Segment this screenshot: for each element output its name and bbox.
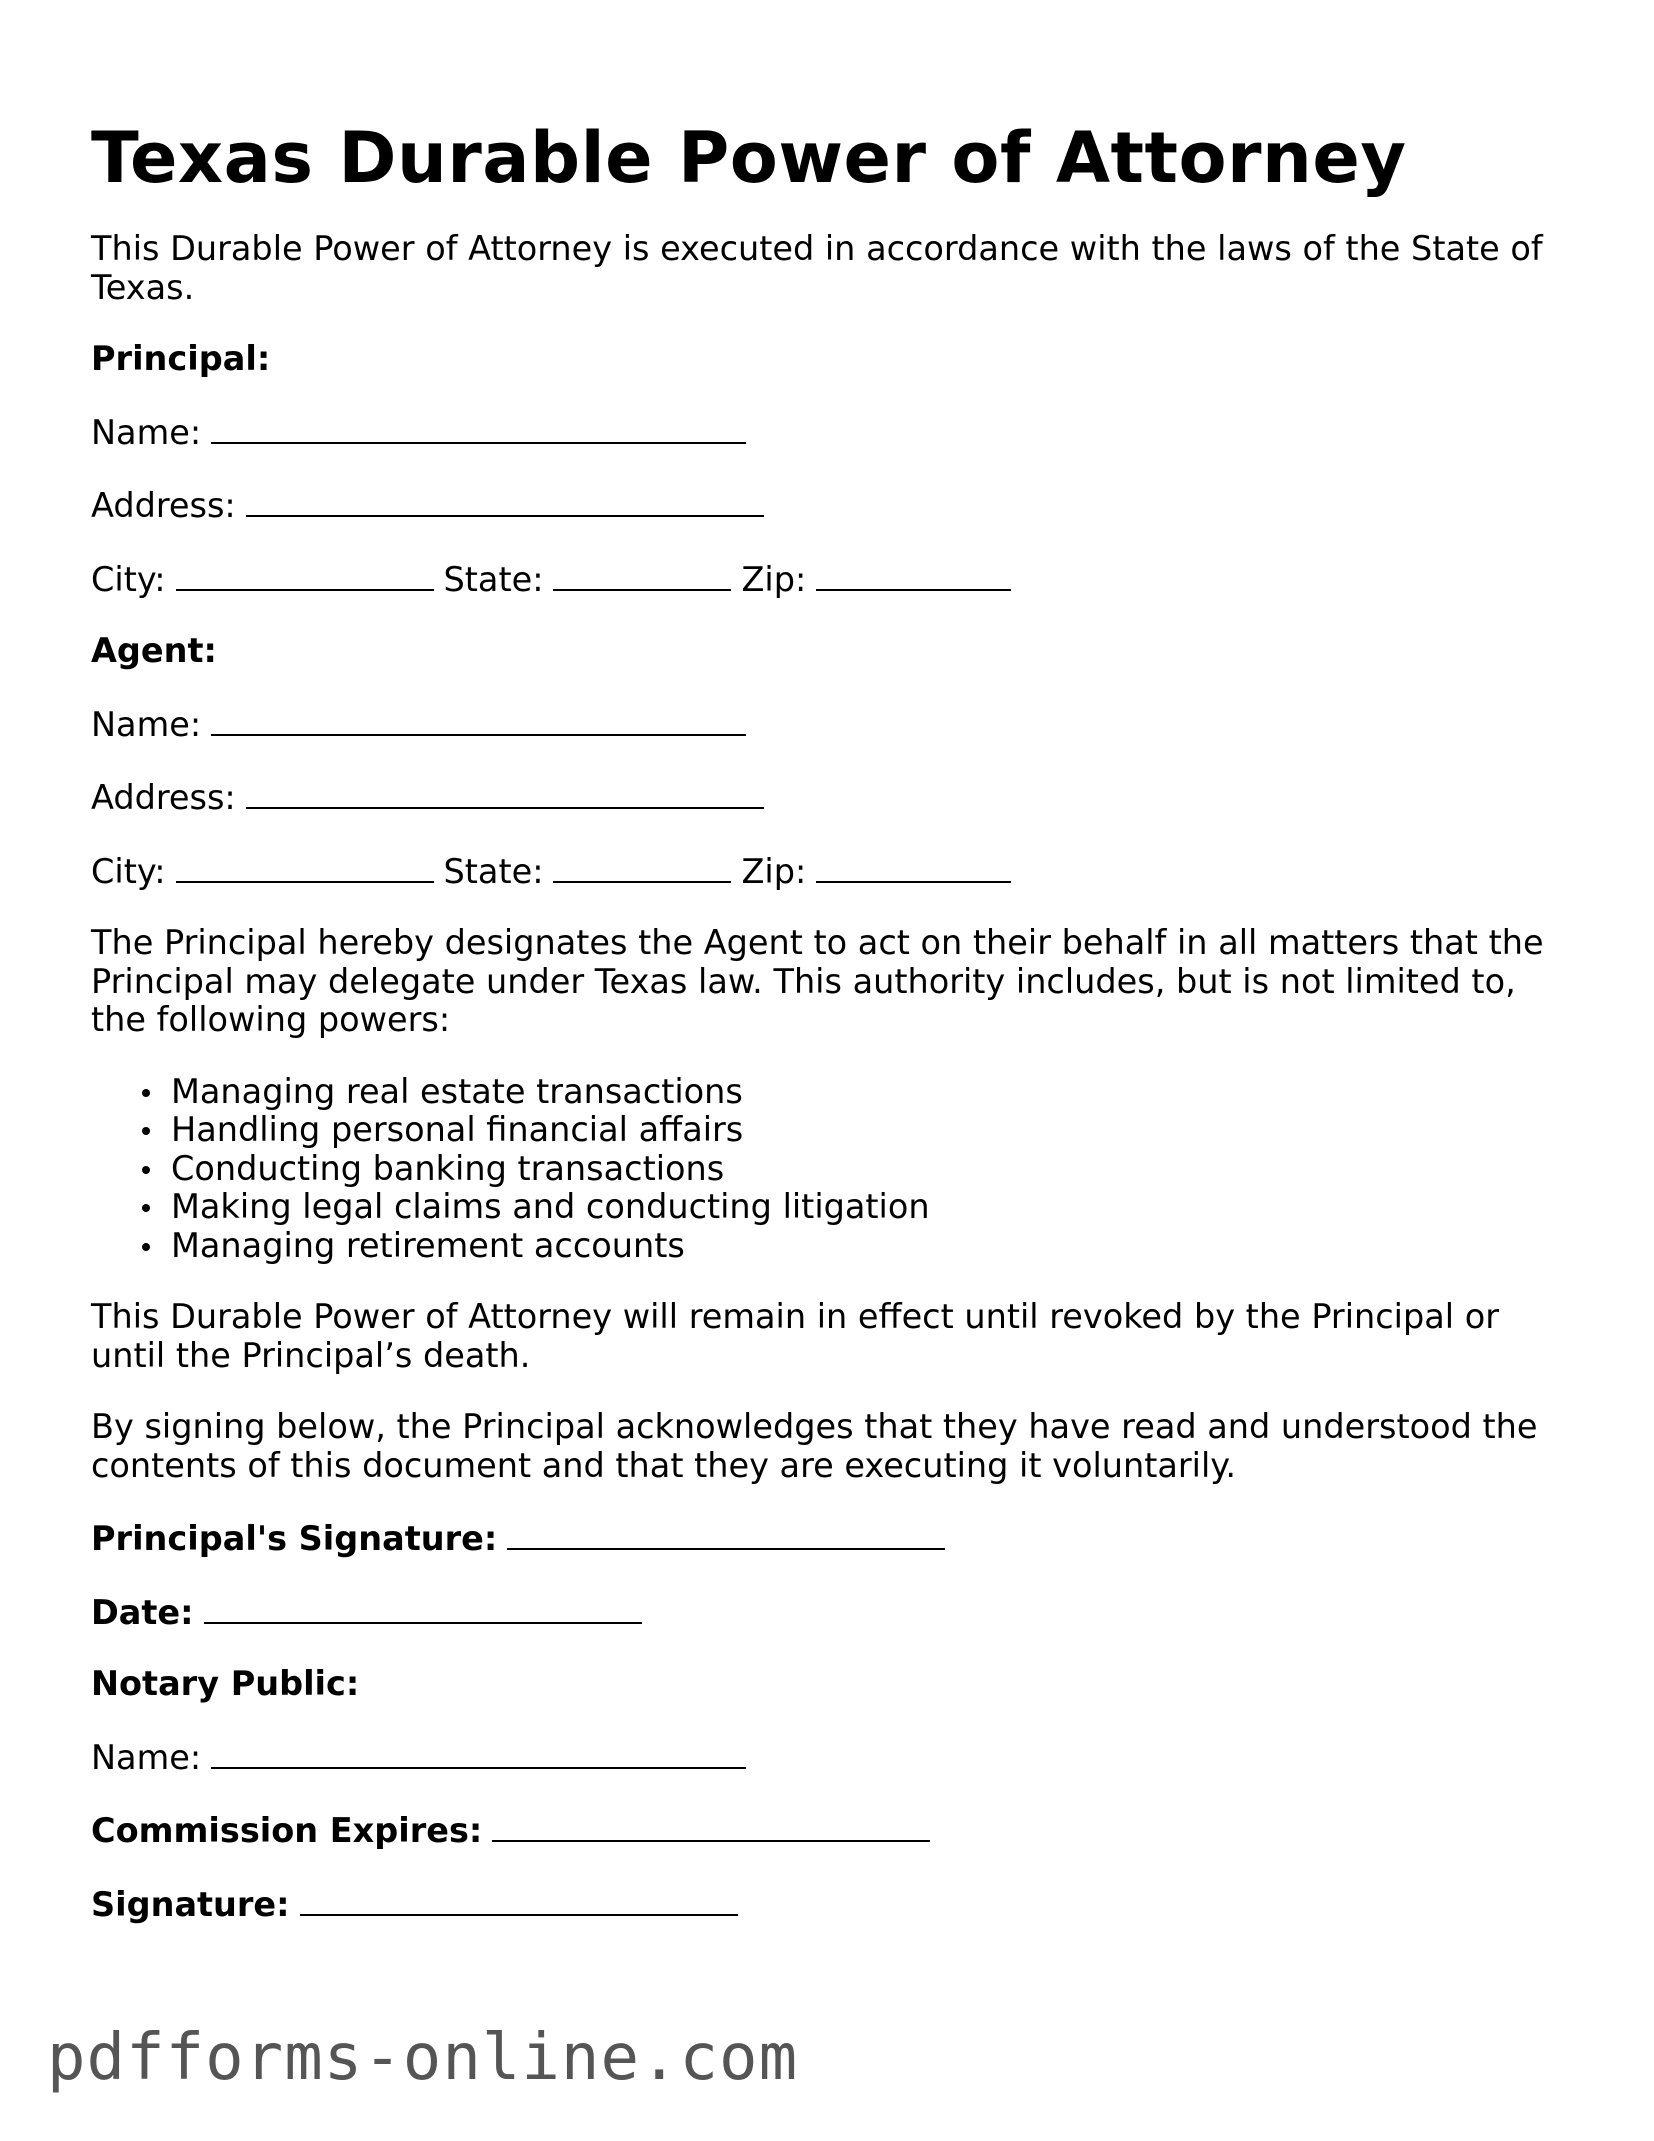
principal-signature-row xyxy=(91,1518,1571,1559)
notary-signature-label: Signature: xyxy=(91,1884,290,1924)
principal-city-label: City: xyxy=(91,559,166,599)
agent-city-label: City: xyxy=(91,851,166,891)
principal-state-field[interactable] xyxy=(553,559,731,591)
document-title: Texas Durable Power of Attorney xyxy=(91,117,1407,199)
notary-name-field[interactable] xyxy=(211,1737,746,1769)
designation-paragraph: The Principal hereby designates the Agent to act on their behalf in all matters that the Principal may delegate under Texas law. This authority includes, but is not limited to, the following powers: xyxy=(91,923,1544,1039)
agent-address-field[interactable] xyxy=(246,777,764,809)
principal-address-label: Address: xyxy=(91,486,236,525)
agent-name-row xyxy=(91,704,1571,745)
date-row xyxy=(91,1592,1571,1633)
agent-address-row xyxy=(91,777,1571,818)
commission-expires-field[interactable] xyxy=(492,1810,930,1842)
principal-name-label: Name: xyxy=(91,412,202,452)
agent-name-label: Name: xyxy=(91,704,202,744)
list-item: Conducting banking transactions xyxy=(171,1150,1571,1189)
principal-signature-label: Principal's Signature: xyxy=(91,1519,498,1558)
list-item: Handling personal financial affairs xyxy=(171,1111,1571,1150)
commission-expires-label: Commission Expires: xyxy=(91,1811,483,1850)
principal-name-row xyxy=(91,412,1571,453)
principal-signature-field[interactable] xyxy=(507,1518,945,1550)
principal-address-field[interactable] xyxy=(246,485,764,517)
notary-signature-row xyxy=(91,1884,1571,1925)
agent-city-field[interactable] xyxy=(176,851,434,883)
watermark: pdfforms-online.com xyxy=(47,2021,799,2095)
agent-state-field[interactable] xyxy=(553,851,731,883)
principal-heading: Principal: xyxy=(91,339,271,378)
powers-list xyxy=(91,1073,1571,1266)
agent-state-label: State: xyxy=(443,851,544,891)
principal-state-label: State: xyxy=(443,559,544,599)
agent-city-state-zip-row xyxy=(91,851,1571,892)
notary-heading: Notary Public: xyxy=(91,1664,360,1703)
principal-name-field[interactable] xyxy=(211,412,746,444)
principal-zip-field[interactable] xyxy=(816,559,1011,591)
notary-name-label: Name: xyxy=(91,1737,202,1777)
principal-city-state-zip-row xyxy=(91,559,1571,600)
agent-heading: Agent: xyxy=(91,631,217,670)
list-item: Managing real estate transactions xyxy=(171,1073,1571,1112)
notary-signature-field[interactable] xyxy=(300,1884,738,1916)
notary-name-row xyxy=(91,1737,1571,1778)
date-label: Date: xyxy=(91,1592,194,1632)
document-page xyxy=(91,112,1571,1924)
acknowledgment-paragraph: By signing below, the Principal acknowledges that they have read and understood the contents of this document and that they are executing it voluntarily. xyxy=(91,1407,1538,1485)
commission-expires-row xyxy=(91,1810,1571,1851)
agent-name-field[interactable] xyxy=(211,704,746,736)
duration-paragraph: This Durable Power of Attorney will remain in effect until revoked by the Principal or until the Principal’s death. xyxy=(91,1297,1499,1375)
principal-address-row xyxy=(91,485,1571,526)
date-field[interactable] xyxy=(204,1592,642,1624)
agent-zip-field[interactable] xyxy=(816,851,1011,883)
principal-zip-label: Zip: xyxy=(741,559,807,599)
list-item: Making legal claims and conducting litigation xyxy=(171,1188,1571,1227)
principal-city-field[interactable] xyxy=(176,559,434,591)
agent-address-label: Address: xyxy=(91,778,236,817)
agent-zip-label: Zip: xyxy=(741,851,807,891)
list-item: Managing retirement accounts xyxy=(171,1227,1571,1266)
intro-paragraph: This Durable Power of Attorney is executed in accordance with the laws of the State of Texas. xyxy=(91,229,1543,307)
